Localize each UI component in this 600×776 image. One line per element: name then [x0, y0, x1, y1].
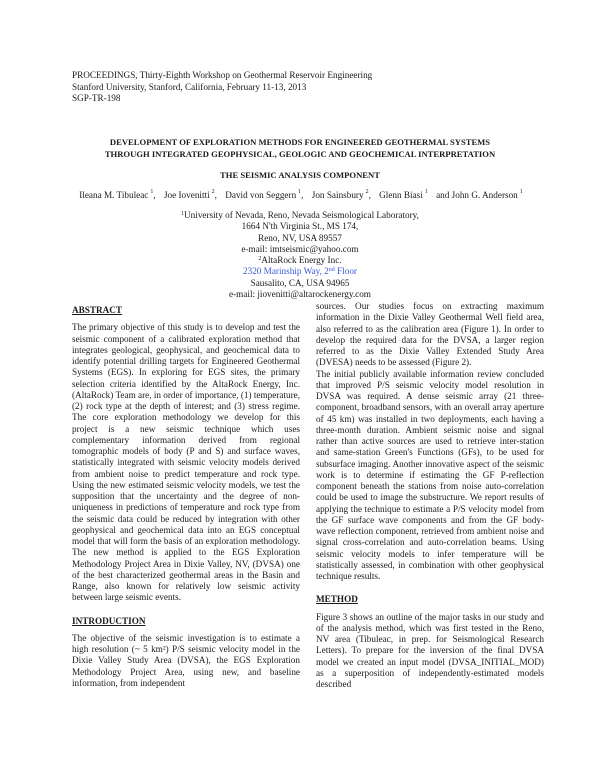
introduction-text: The objective of the seismic investigation is to estimate a high resolution (~ 5 km²) P/S seismic velocity model in the Dixie Valley Study Area (DVSA), the EGS Exploration Methodology Project Area, using new, and baseline information, from independent — [72, 632, 300, 688]
header-line-3: SGP-TR-198 — [72, 93, 121, 104]
affiliation-2-line-1: $^2$AltaRock Energy Inc. — [258, 255, 342, 266]
author: Jon Sainsbury $^2$, — [311, 189, 371, 200]
author: David von Seggern $^1$, — [225, 189, 304, 200]
author: Joe Iovenitti $^2$, — [163, 189, 217, 200]
title-line-2: THROUGH INTEGRATED GEOPHYSICAL, GEOLOGIC AND GEOCHEMICAL INTERPRETATION — [104, 148, 496, 159]
header-line-1: PROCEEDINGS, Thirty-Eighth Workshop on Geothermal Reservoir Engineering — [72, 70, 373, 80]
affiliations — [100, 210, 500, 300]
method-text: Figure 3 shows an outline of the major tasks in our study and of the analysis method, which was first tested in the Reno, NV area (Tibuleac, in prep. for Seismological Research Letters). To prepare for the inversion of the final DVSA model we created an input model (DVSA_INITIAL_MOD) as a superposition of independently-estimated models described — [316, 611, 544, 689]
affiliation-2-line-3: Sausalito, CA, USA 94965 — [250, 277, 350, 288]
author: Glenn Biasi $^1$ — [379, 189, 428, 200]
author: and John G. Anderson $^1$ — [436, 189, 523, 200]
right-column — [316, 301, 544, 690]
right-paragraph-1: sources. Our studies focus on extracting maximum information in the Dixie Valley Geothermal Well field area, also referred to as the calibration area (Figure 1). In order to develop the required data for the DVSA, a larger region referred to as the Dixie Valley Extended Study Area (DVESA) needs to be assessed (Figure 2). — [316, 301, 544, 368]
title-line-1: DEVELOPMENT OF EXPLORATION METHODS FOR ENGINEERED GEOTHERMAL SYSTEMS — [109, 137, 491, 147]
affiliation-1-line-2: 1664 N'th Virginia St., MS 174, — [241, 221, 359, 232]
right-paragraph-2: The initial publicly available information review concluded that improved P/S seismic velocity model resolution in DVSA was required. A dense seismic array (21 three-component, broadband sensors, with an overall array aperture of 45 km) was installed in two deployments, each having a three-month duration. Ambient seismic noise and signal rather than active sources are used to retrieve inter-station and same-station Green's Functions (GFs), to be used for subsurface imaging. Another innovative aspect of the seismic work is to determine if estimating the GF P-reflection component beneath the stations from noise auto-correlation could be used to image the substructure. We report results of applying the technique to estimate a P/S velocity model from the GF surface wave components and from the GF body-wave reflection component, retrieved from ambient noise and signal cross-correlation and auto-correlation beams. Using seismic velocity models to infer temperature will be statistically assessed, in combination with other geophysical technique results. — [316, 368, 544, 581]
author: Ileana M. Tibuleac $^1$, — [79, 189, 156, 200]
affiliation-2-email: e-mail: jiovenitti@altarockenergy.com — [229, 289, 371, 300]
affiliation-1-line-3: Reno, NV, USA 89557 — [258, 232, 342, 243]
paper-title — [60, 137, 540, 160]
paper-subtitle: THE SEISMIC ANALYSIS COMPONENT — [220, 170, 380, 180]
author-list — [40, 190, 560, 200]
abstract-heading: ABSTRACT — [72, 305, 123, 315]
proceedings-header — [72, 70, 372, 105]
affiliation-1-email: e-mail: imtseismic@yahoo.com — [241, 243, 359, 254]
affiliation-1-line-1: $^1$University of Nevada, Reno, Nevada Seismological Laboratory, — [181, 210, 419, 220]
introduction-heading: INTRODUCTION — [72, 615, 146, 626]
affiliation-2-address-link[interactable]: 2320 Marinship Way, 2nd Floor — [243, 266, 357, 277]
left-column — [72, 305, 300, 689]
abstract-text: The primary objective of this study is to develop and test the seismic component of a calibrated exploration method that integrates geological, geophysical, and geochemical data to identify potential drilling targets for Engineered Geothermal Systems (EGS). In exploring for EGS sites, the primary selection criteria identified by the AltaRock Energy, Inc. (AltaRock) Team are, in order of importance, (1) temperature, (2) rock type at the depth of interest; and (3) stress regime. The core exploration methodology we develop for this project is a new seismic technique which uses complementary information derived from regional tomographic models of body (P and S) and surface waves, statistically integrated with seismic velocity models derived from ambient noise to predict temperature and rock type. Using the new estimated seismic velocity models, we test the supposition that the uncertainty and the degree of non-uniqueness in predictions of temperature and rock type from the seismic data could be reduced by integration with other geophysical and geochemical data into an EGS conceptual model that will form the basis of an exploration methodology. The new method is applied to the EGS Exploration Methodology Project Area in Dixie Valley, NV, (DVSA) one of the best characterized geothermal areas in the Basin and Range, also known for relatively low seismic activity between large seismic events. — [72, 322, 301, 603]
header-line-2: Stanford University, Stanford, California, February 11-13, 2013 — [72, 81, 307, 92]
method-heading: METHOD — [316, 594, 358, 605]
